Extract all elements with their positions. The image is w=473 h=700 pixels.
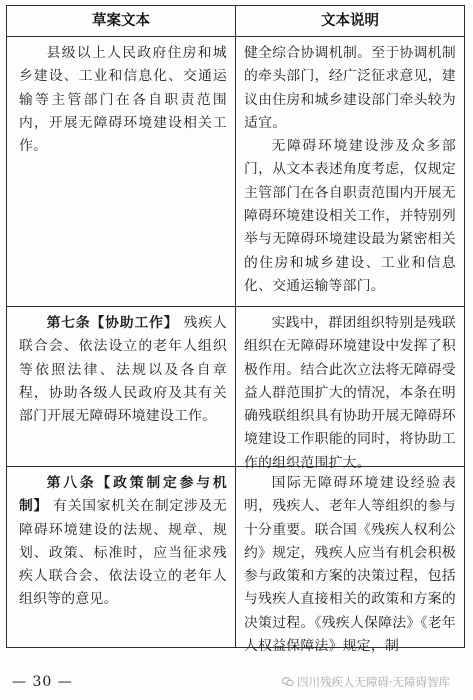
row1-explanation-para2: 无障碍环境建设涉及众多部门，从文本表述角度考虑，仅规定主管部门在各自职责范围内开展无障碍环境建设相关工作，并特别列举与无障碍环境建设最为紧密相关的住房和城乡建设、工业和信息化、交通运输等部门。 (244, 138, 456, 294)
article7-draft-text (19, 312, 227, 428)
header-divider (7, 36, 464, 37)
row1-explanation-para1: 健全综合协调机制。至于协调机制的牵头部门，经广泛征求意见，建议由住房和城乡建设部门牵头较为适宜。 (244, 45, 456, 131)
wechat-icon (282, 677, 294, 687)
comparison-table (6, 5, 465, 655)
article7-title: 第七条【协助工作】 (46, 315, 179, 331)
header-explanation: 文本说明 (321, 13, 379, 29)
article8-draft-text (19, 472, 227, 612)
article8-title: 第八条【政策制定参与机制】 (19, 475, 227, 515)
article8-body: 有关国家机关在制定涉及无障碍环境建设的法规、规章、规划、政策、标准时，应当征求残疾人联合会、依法设立的老年人组织等的意见。 (19, 498, 227, 608)
article7-body: 残疾人联合会、依法设立的老年人组织等依照法律、法规以及各自章程，协助各级人民政府及其有关部门开展无障碍环境建设工作。 (19, 315, 228, 425)
header-draft-text: 草案文本 (92, 13, 150, 29)
row1-draft-text: 县级以上人民政府住房和城乡建设、工业和信息化、交通运输等主管部门在各自职责范围内，开展无障碍环境建设相关工作。 (19, 45, 227, 155)
watermark (282, 674, 450, 690)
row-divider (7, 306, 464, 307)
column-divider (235, 6, 236, 647)
article8-explanation: 国际无障碍环境建设经验表明，残疾人、老年人等组织的参与十分重要。联合国《残疾人权利公约》规定，残疾人应当有机会积极参与政策和方案的决策过程，包括与残疾人直接相关的政策和方案的决策过程。《残疾人保障法》《老年人权益保障法》规定，制 (244, 475, 456, 655)
article7-explanation: 实践中，群团组织特别是残联组织在无障碍环境建设中发挥了积极作用。结合此次立法将无障碍受益人群范围扩大的情况，本条在明确残联组织具有协助开展无障碍环境建设工作职能的同时，将协助工作的组织范围扩大。 (244, 315, 456, 471)
watermark-text: 四川残疾人无障碍·无障碍智库 (297, 675, 451, 689)
row1-explanation (244, 42, 456, 298)
page-number: — 30 — (12, 674, 73, 690)
